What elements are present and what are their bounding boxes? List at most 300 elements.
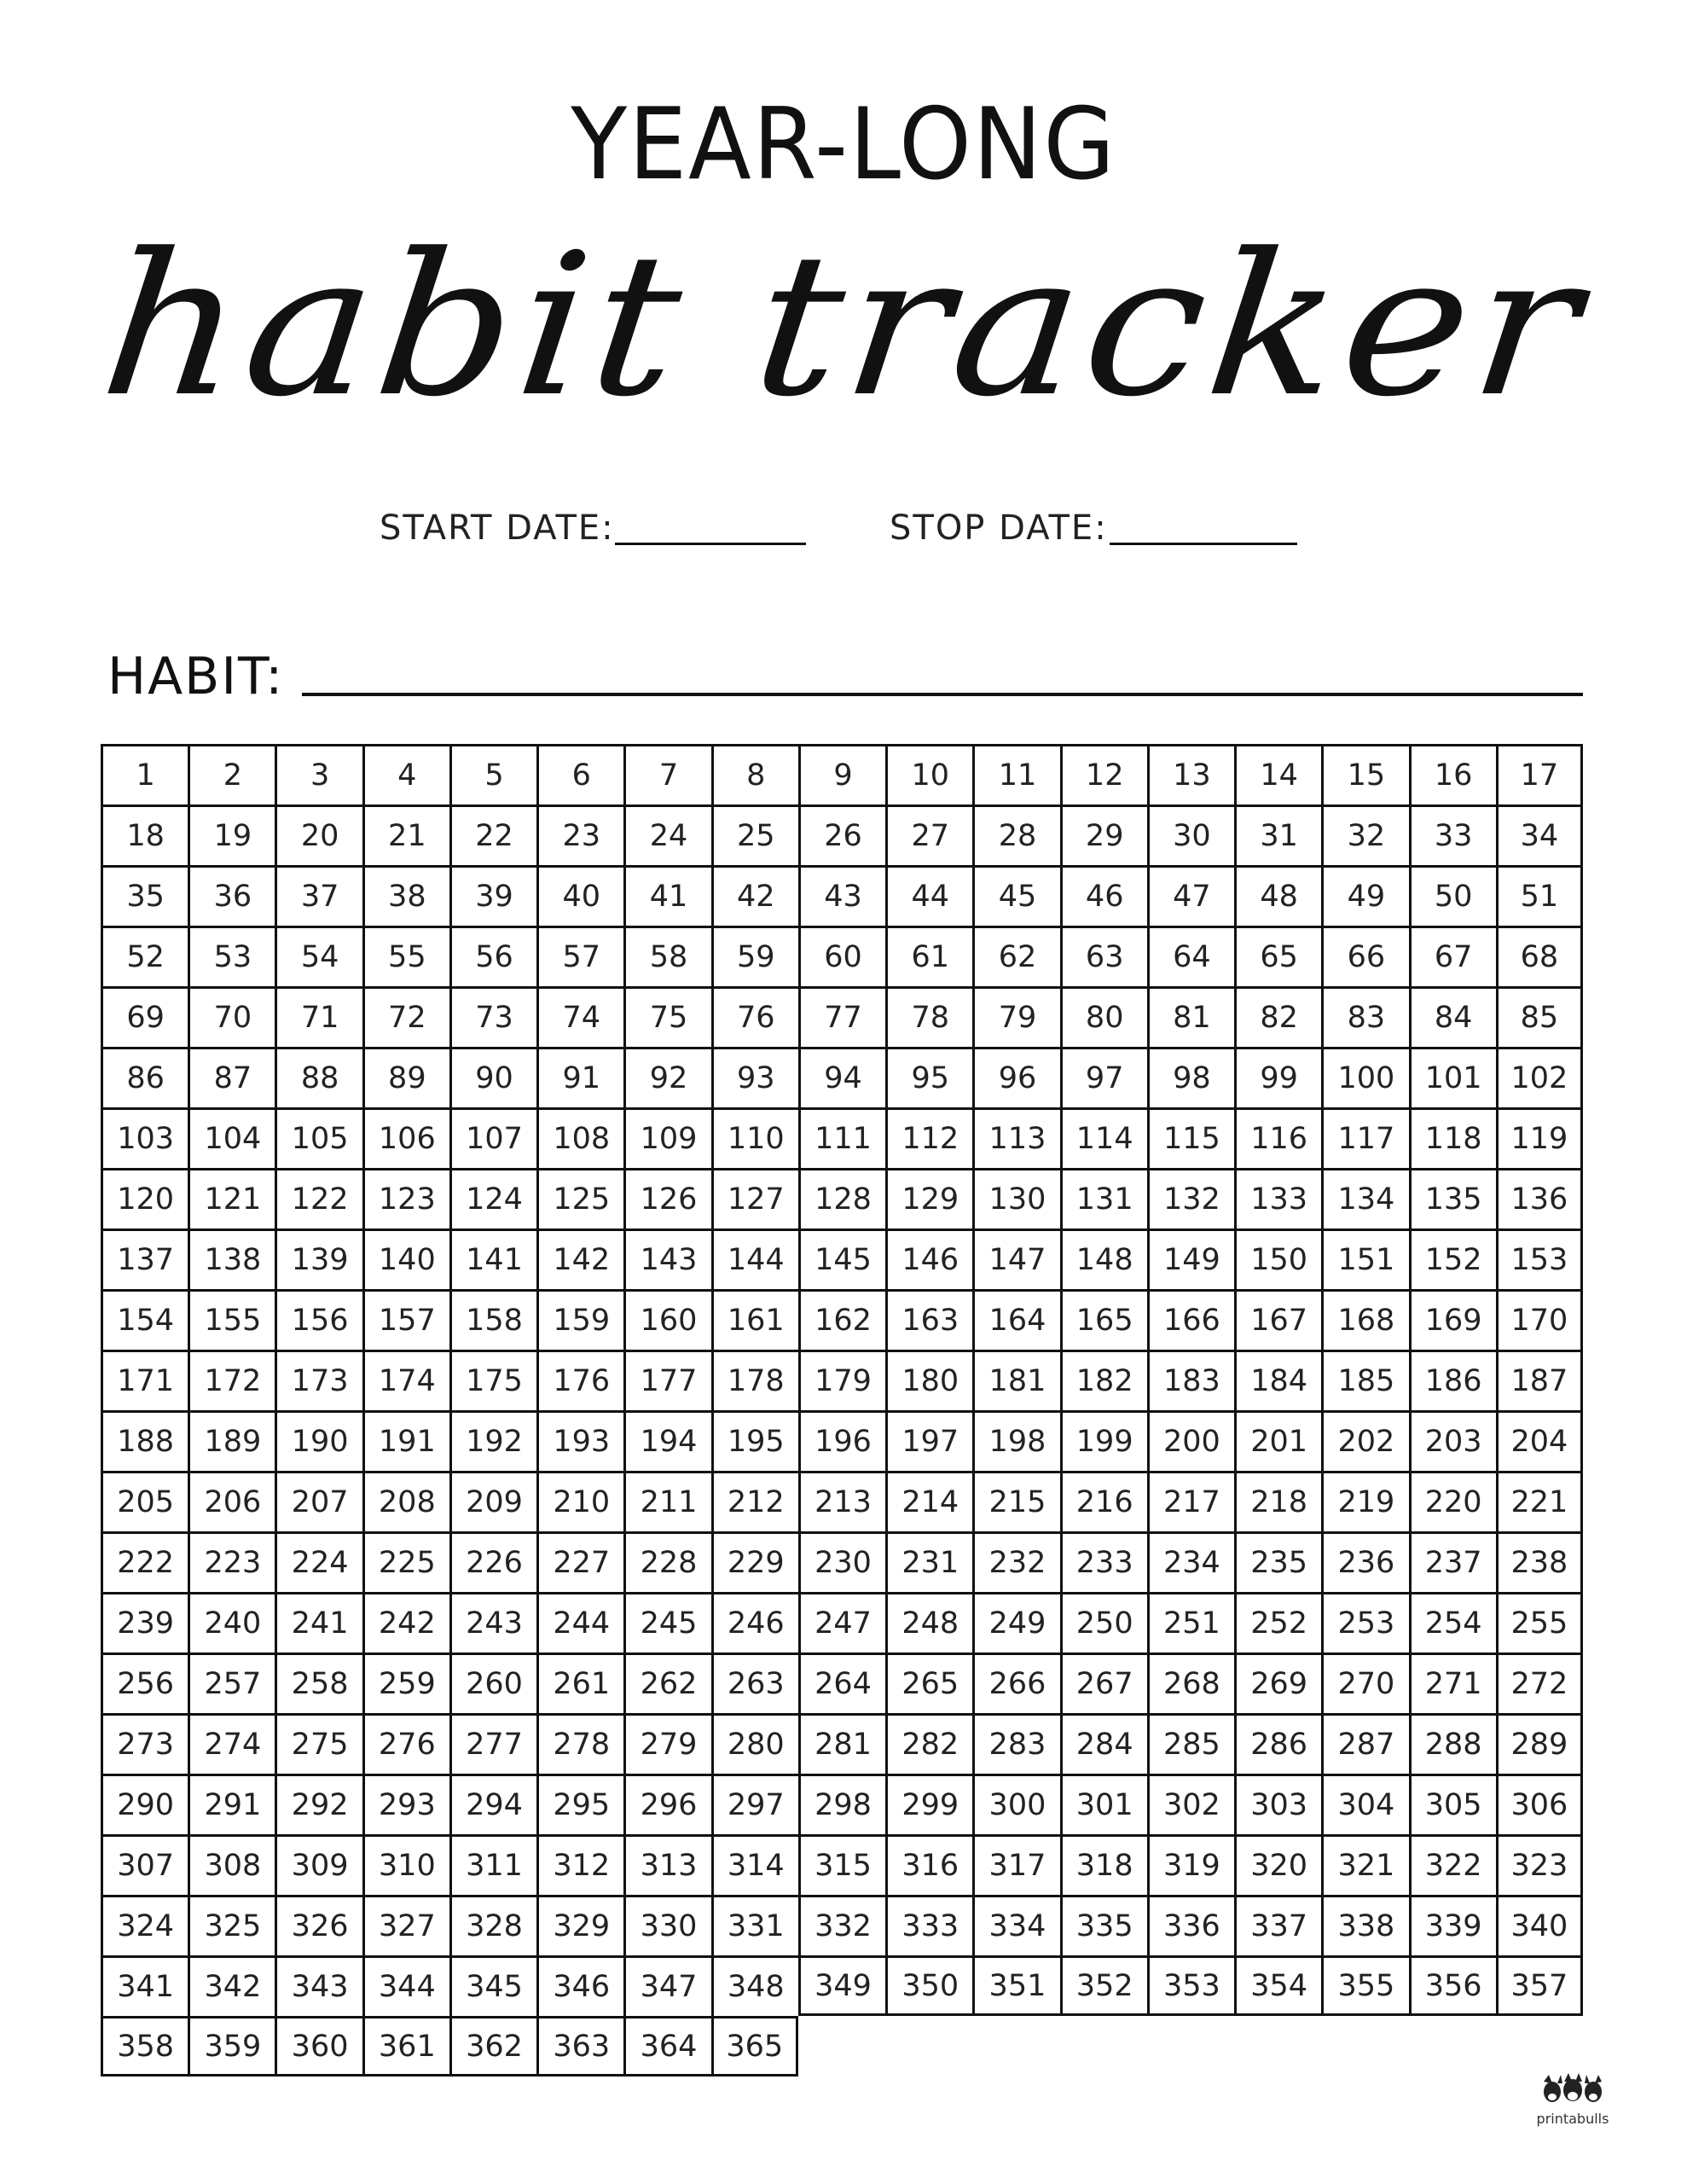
day-cell[interactable]: 204 [1496,1410,1583,1471]
day-cell[interactable]: 151 [1321,1228,1408,1289]
day-cell[interactable]: 162 [798,1289,885,1350]
day-cell[interactable]: 319 [1147,1834,1234,1895]
day-cell[interactable]: 292 [275,1774,362,1834]
day-cell[interactable]: 147 [972,1228,1059,1289]
day-cell[interactable]: 277 [449,1713,536,1774]
day-cell[interactable]: 11 [972,744,1059,804]
day-cell[interactable]: 197 [885,1410,972,1471]
day-cell[interactable]: 168 [1321,1289,1408,1350]
day-cell[interactable]: 282 [885,1713,972,1774]
day-cell[interactable]: 224 [275,1531,362,1592]
day-cell[interactable]: 262 [623,1653,710,1713]
day-cell[interactable]: 348 [711,1955,798,2016]
day-cell[interactable]: 226 [449,1531,536,1592]
day-cell[interactable]: 338 [1321,1895,1408,1955]
day-cell[interactable]: 305 [1409,1774,1496,1834]
day-cell[interactable]: 17 [1496,744,1583,804]
day-cell[interactable]: 296 [623,1774,710,1834]
day-cell[interactable]: 189 [188,1410,275,1471]
day-cell[interactable]: 318 [1060,1834,1147,1895]
day-cell[interactable]: 253 [1321,1592,1408,1653]
day-cell[interactable]: 96 [972,1047,1059,1107]
day-cell[interactable]: 271 [1409,1653,1496,1713]
day-cell[interactable]: 211 [623,1471,710,1531]
day-cell[interactable]: 37 [275,865,362,926]
day-cell[interactable]: 303 [1234,1774,1321,1834]
day-cell[interactable]: 286 [1234,1713,1321,1774]
day-cell[interactable]: 231 [885,1531,972,1592]
day-cell[interactable]: 195 [711,1410,798,1471]
day-cell[interactable]: 144 [711,1228,798,1289]
day-cell[interactable]: 265 [885,1653,972,1713]
day-cell[interactable]: 320 [1234,1834,1321,1895]
day-cell[interactable]: 140 [362,1228,449,1289]
day-cell[interactable]: 350 [885,1955,972,2016]
day-cell[interactable]: 44 [885,865,972,926]
day-cell[interactable]: 66 [1321,926,1408,986]
day-cell[interactable]: 293 [362,1774,449,1834]
day-cell[interactable]: 157 [362,1289,449,1350]
day-cell[interactable]: 212 [711,1471,798,1531]
day-cell[interactable]: 220 [1409,1471,1496,1531]
day-cell[interactable]: 82 [1234,986,1321,1047]
day-cell[interactable]: 71 [275,986,362,1047]
day-cell[interactable]: 324 [101,1895,188,1955]
day-cell[interactable]: 257 [188,1653,275,1713]
day-cell[interactable]: 23 [536,804,623,865]
day-cell[interactable]: 199 [1060,1410,1147,1471]
day-cell[interactable]: 336 [1147,1895,1234,1955]
day-cell[interactable]: 69 [101,986,188,1047]
day-cell[interactable]: 285 [1147,1713,1234,1774]
day-cell[interactable]: 238 [1496,1531,1583,1592]
day-cell[interactable]: 218 [1234,1471,1321,1531]
day-cell[interactable]: 122 [275,1168,362,1228]
day-cell[interactable]: 215 [972,1471,1059,1531]
day-cell[interactable]: 58 [623,926,710,986]
day-cell[interactable]: 351 [972,1955,1059,2016]
day-cell[interactable]: 113 [972,1107,1059,1168]
day-cell[interactable]: 83 [1321,986,1408,1047]
day-cell[interactable]: 334 [972,1895,1059,1955]
day-cell[interactable]: 193 [536,1410,623,1471]
day-cell[interactable]: 345 [449,1955,536,2016]
day-cell[interactable]: 110 [711,1107,798,1168]
day-cell[interactable]: 179 [798,1350,885,1410]
day-cell[interactable]: 49 [1321,865,1408,926]
day-cell[interactable]: 321 [1321,1834,1408,1895]
day-cell[interactable]: 176 [536,1350,623,1410]
day-cell[interactable]: 161 [711,1289,798,1350]
day-cell[interactable]: 254 [1409,1592,1496,1653]
day-cell[interactable]: 222 [101,1531,188,1592]
day-cell[interactable]: 70 [188,986,275,1047]
day-cell[interactable]: 299 [885,1774,972,1834]
day-cell[interactable]: 54 [275,926,362,986]
day-cell[interactable]: 127 [711,1168,798,1228]
day-cell[interactable]: 331 [711,1895,798,1955]
day-cell[interactable]: 184 [1234,1350,1321,1410]
day-cell[interactable]: 123 [362,1168,449,1228]
day-cell[interactable]: 225 [362,1531,449,1592]
day-cell[interactable]: 75 [623,986,710,1047]
day-cell[interactable]: 258 [275,1653,362,1713]
day-cell[interactable]: 191 [362,1410,449,1471]
day-cell[interactable]: 185 [1321,1350,1408,1410]
day-cell[interactable]: 279 [623,1713,710,1774]
day-cell[interactable]: 260 [449,1653,536,1713]
day-cell[interactable]: 33 [1409,804,1496,865]
day-cell[interactable]: 233 [1060,1531,1147,1592]
day-cell[interactable]: 269 [1234,1653,1321,1713]
day-cell[interactable]: 343 [275,1955,362,2016]
day-cell[interactable]: 347 [623,1955,710,2016]
day-cell[interactable]: 360 [275,2016,362,2077]
day-cell[interactable]: 214 [885,1471,972,1531]
day-cell[interactable]: 312 [536,1834,623,1895]
day-cell[interactable]: 329 [536,1895,623,1955]
day-cell[interactable]: 139 [275,1228,362,1289]
day-cell[interactable]: 244 [536,1592,623,1653]
day-cell[interactable]: 20 [275,804,362,865]
day-cell[interactable]: 63 [1060,926,1147,986]
day-cell[interactable]: 30 [1147,804,1234,865]
day-cell[interactable]: 249 [972,1592,1059,1653]
day-cell[interactable]: 301 [1060,1774,1147,1834]
day-cell[interactable]: 167 [1234,1289,1321,1350]
day-cell[interactable]: 64 [1147,926,1234,986]
day-cell[interactable]: 126 [623,1168,710,1228]
day-cell[interactable]: 94 [798,1047,885,1107]
day-cell[interactable]: 300 [972,1774,1059,1834]
day-cell[interactable]: 160 [623,1289,710,1350]
stop-date-line[interactable] [1110,543,1297,545]
day-cell[interactable]: 166 [1147,1289,1234,1350]
day-cell[interactable]: 77 [798,986,885,1047]
day-cell[interactable]: 60 [798,926,885,986]
day-cell[interactable]: 40 [536,865,623,926]
day-cell[interactable]: 92 [623,1047,710,1107]
day-cell[interactable]: 41 [623,865,710,926]
day-cell[interactable]: 302 [1147,1774,1234,1834]
day-cell[interactable]: 1 [101,744,188,804]
day-cell[interactable]: 108 [536,1107,623,1168]
day-cell[interactable]: 101 [1409,1047,1496,1107]
day-cell[interactable]: 337 [1234,1895,1321,1955]
day-cell[interactable]: 78 [885,986,972,1047]
day-cell[interactable]: 2 [188,744,275,804]
day-cell[interactable]: 180 [885,1350,972,1410]
day-cell[interactable]: 86 [101,1047,188,1107]
day-cell[interactable]: 138 [188,1228,275,1289]
day-cell[interactable]: 47 [1147,865,1234,926]
day-cell[interactable]: 61 [885,926,972,986]
day-cell[interactable]: 340 [1496,1895,1583,1955]
day-cell[interactable]: 266 [972,1653,1059,1713]
day-cell[interactable]: 263 [711,1653,798,1713]
habit-line[interactable] [302,693,1583,696]
day-cell[interactable]: 294 [449,1774,536,1834]
day-cell[interactable]: 250 [1060,1592,1147,1653]
day-cell[interactable]: 181 [972,1350,1059,1410]
day-cell[interactable]: 141 [449,1228,536,1289]
day-cell[interactable]: 363 [536,2016,623,2077]
day-cell[interactable]: 145 [798,1228,885,1289]
start-date-line[interactable] [615,543,806,545]
day-cell[interactable]: 137 [101,1228,188,1289]
day-cell[interactable]: 89 [362,1047,449,1107]
day-cell[interactable]: 134 [1321,1168,1408,1228]
day-cell[interactable]: 304 [1321,1774,1408,1834]
day-cell[interactable]: 97 [1060,1047,1147,1107]
day-cell[interactable]: 288 [1409,1713,1496,1774]
day-cell[interactable]: 297 [711,1774,798,1834]
day-cell[interactable]: 73 [449,986,536,1047]
day-cell[interactable]: 16 [1409,744,1496,804]
day-cell[interactable]: 169 [1409,1289,1496,1350]
day-cell[interactable]: 5 [449,744,536,804]
day-cell[interactable]: 333 [885,1895,972,1955]
day-cell[interactable]: 213 [798,1471,885,1531]
day-cell[interactable]: 362 [449,2016,536,2077]
day-cell[interactable]: 247 [798,1592,885,1653]
day-cell[interactable]: 322 [1409,1834,1496,1895]
day-cell[interactable]: 152 [1409,1228,1496,1289]
day-cell[interactable]: 229 [711,1531,798,1592]
day-cell[interactable]: 234 [1147,1531,1234,1592]
day-cell[interactable]: 67 [1409,926,1496,986]
day-cell[interactable]: 330 [623,1895,710,1955]
day-cell[interactable]: 255 [1496,1592,1583,1653]
day-cell[interactable]: 85 [1496,986,1583,1047]
day-cell[interactable]: 128 [798,1168,885,1228]
day-cell[interactable]: 172 [188,1350,275,1410]
day-cell[interactable]: 242 [362,1592,449,1653]
day-cell[interactable]: 275 [275,1713,362,1774]
day-cell[interactable]: 53 [188,926,275,986]
day-cell[interactable]: 156 [275,1289,362,1350]
day-cell[interactable]: 87 [188,1047,275,1107]
day-cell[interactable]: 10 [885,744,972,804]
day-cell[interactable]: 154 [101,1289,188,1350]
day-cell[interactable]: 352 [1060,1955,1147,2016]
day-cell[interactable]: 267 [1060,1653,1147,1713]
day-cell[interactable]: 295 [536,1774,623,1834]
day-cell[interactable]: 115 [1147,1107,1234,1168]
day-cell[interactable]: 355 [1321,1955,1408,2016]
day-cell[interactable]: 28 [972,804,1059,865]
day-cell[interactable]: 306 [1496,1774,1583,1834]
day-cell[interactable]: 131 [1060,1168,1147,1228]
day-cell[interactable]: 104 [188,1107,275,1168]
day-cell[interactable]: 196 [798,1410,885,1471]
day-cell[interactable]: 358 [101,2016,188,2077]
day-cell[interactable]: 256 [101,1653,188,1713]
day-cell[interactable]: 148 [1060,1228,1147,1289]
day-cell[interactable]: 55 [362,926,449,986]
day-cell[interactable]: 332 [798,1895,885,1955]
day-cell[interactable]: 165 [1060,1289,1147,1350]
day-cell[interactable]: 159 [536,1289,623,1350]
day-cell[interactable]: 109 [623,1107,710,1168]
day-cell[interactable]: 270 [1321,1653,1408,1713]
day-cell[interactable]: 311 [449,1834,536,1895]
day-cell[interactable]: 79 [972,986,1059,1047]
day-cell[interactable]: 4 [362,744,449,804]
day-cell[interactable]: 13 [1147,744,1234,804]
day-cell[interactable]: 210 [536,1471,623,1531]
day-cell[interactable]: 315 [798,1834,885,1895]
day-cell[interactable]: 56 [449,926,536,986]
day-cell[interactable]: 232 [972,1531,1059,1592]
day-cell[interactable]: 349 [798,1955,885,2016]
day-cell[interactable]: 236 [1321,1531,1408,1592]
day-cell[interactable]: 121 [188,1168,275,1228]
day-cell[interactable]: 314 [711,1834,798,1895]
day-cell[interactable]: 27 [885,804,972,865]
day-cell[interactable]: 356 [1409,1955,1496,2016]
day-cell[interactable]: 307 [101,1834,188,1895]
day-cell[interactable]: 25 [711,804,798,865]
day-cell[interactable]: 48 [1234,865,1321,926]
day-cell[interactable]: 111 [798,1107,885,1168]
day-cell[interactable]: 26 [798,804,885,865]
day-cell[interactable]: 32 [1321,804,1408,865]
day-cell[interactable]: 106 [362,1107,449,1168]
day-cell[interactable]: 186 [1409,1350,1496,1410]
day-cell[interactable]: 90 [449,1047,536,1107]
day-cell[interactable]: 192 [449,1410,536,1471]
day-cell[interactable]: 246 [711,1592,798,1653]
day-cell[interactable]: 353 [1147,1955,1234,2016]
day-cell[interactable]: 105 [275,1107,362,1168]
day-cell[interactable]: 223 [188,1531,275,1592]
day-cell[interactable]: 309 [275,1834,362,1895]
day-cell[interactable]: 310 [362,1834,449,1895]
day-cell[interactable]: 46 [1060,865,1147,926]
day-cell[interactable]: 99 [1234,1047,1321,1107]
day-cell[interactable]: 12 [1060,744,1147,804]
day-cell[interactable]: 323 [1496,1834,1583,1895]
day-cell[interactable]: 182 [1060,1350,1147,1410]
day-cell[interactable]: 178 [711,1350,798,1410]
day-cell[interactable]: 237 [1409,1531,1496,1592]
day-cell[interactable]: 171 [101,1350,188,1410]
day-cell[interactable]: 65 [1234,926,1321,986]
day-cell[interactable]: 346 [536,1955,623,2016]
day-cell[interactable]: 155 [188,1289,275,1350]
day-cell[interactable]: 135 [1409,1168,1496,1228]
day-cell[interactable]: 31 [1234,804,1321,865]
day-cell[interactable]: 201 [1234,1410,1321,1471]
day-cell[interactable]: 93 [711,1047,798,1107]
day-cell[interactable]: 227 [536,1531,623,1592]
day-cell[interactable]: 202 [1321,1410,1408,1471]
day-cell[interactable]: 187 [1496,1350,1583,1410]
day-cell[interactable]: 325 [188,1895,275,1955]
day-cell[interactable]: 240 [188,1592,275,1653]
day-cell[interactable]: 88 [275,1047,362,1107]
day-cell[interactable]: 91 [536,1047,623,1107]
day-cell[interactable]: 221 [1496,1471,1583,1531]
day-cell[interactable]: 313 [623,1834,710,1895]
day-cell[interactable]: 116 [1234,1107,1321,1168]
day-cell[interactable]: 217 [1147,1471,1234,1531]
day-cell[interactable]: 208 [362,1471,449,1531]
day-cell[interactable]: 125 [536,1168,623,1228]
day-cell[interactable]: 175 [449,1350,536,1410]
day-cell[interactable]: 38 [362,865,449,926]
day-cell[interactable]: 194 [623,1410,710,1471]
day-cell[interactable]: 42 [711,865,798,926]
day-cell[interactable]: 274 [188,1713,275,1774]
day-cell[interactable]: 361 [362,2016,449,2077]
day-cell[interactable]: 149 [1147,1228,1234,1289]
day-cell[interactable]: 200 [1147,1410,1234,1471]
day-cell[interactable]: 133 [1234,1168,1321,1228]
day-cell[interactable]: 268 [1147,1653,1234,1713]
day-cell[interactable]: 51 [1496,865,1583,926]
day-cell[interactable]: 216 [1060,1471,1147,1531]
day-cell[interactable]: 276 [362,1713,449,1774]
day-cell[interactable]: 143 [623,1228,710,1289]
day-cell[interactable]: 251 [1147,1592,1234,1653]
day-cell[interactable]: 235 [1234,1531,1321,1592]
day-cell[interactable]: 354 [1234,1955,1321,2016]
day-cell[interactable]: 132 [1147,1168,1234,1228]
day-cell[interactable]: 103 [101,1107,188,1168]
day-cell[interactable]: 114 [1060,1107,1147,1168]
day-cell[interactable]: 328 [449,1895,536,1955]
day-cell[interactable]: 335 [1060,1895,1147,1955]
day-cell[interactable]: 35 [101,865,188,926]
day-cell[interactable]: 95 [885,1047,972,1107]
day-cell[interactable]: 173 [275,1350,362,1410]
day-cell[interactable]: 136 [1496,1168,1583,1228]
day-cell[interactable]: 130 [972,1168,1059,1228]
day-cell[interactable]: 164 [972,1289,1059,1350]
day-cell[interactable]: 284 [1060,1713,1147,1774]
day-cell[interactable]: 117 [1321,1107,1408,1168]
day-cell[interactable]: 248 [885,1592,972,1653]
day-cell[interactable]: 239 [101,1592,188,1653]
day-cell[interactable]: 198 [972,1410,1059,1471]
day-cell[interactable]: 142 [536,1228,623,1289]
day-cell[interactable]: 264 [798,1653,885,1713]
day-cell[interactable]: 228 [623,1531,710,1592]
day-cell[interactable]: 84 [1409,986,1496,1047]
day-cell[interactable]: 357 [1496,1955,1583,2016]
day-cell[interactable]: 24 [623,804,710,865]
day-cell[interactable]: 252 [1234,1592,1321,1653]
day-cell[interactable]: 272 [1496,1653,1583,1713]
day-cell[interactable]: 74 [536,986,623,1047]
day-cell[interactable]: 243 [449,1592,536,1653]
day-cell[interactable]: 50 [1409,865,1496,926]
day-cell[interactable]: 9 [798,744,885,804]
day-cell[interactable]: 289 [1496,1713,1583,1774]
day-cell[interactable]: 298 [798,1774,885,1834]
day-cell[interactable]: 119 [1496,1107,1583,1168]
day-cell[interactable]: 81 [1147,986,1234,1047]
day-cell[interactable]: 72 [362,986,449,1047]
day-cell[interactable]: 158 [449,1289,536,1350]
day-cell[interactable]: 205 [101,1471,188,1531]
day-cell[interactable]: 230 [798,1531,885,1592]
day-cell[interactable]: 62 [972,926,1059,986]
day-cell[interactable]: 8 [711,744,798,804]
day-cell[interactable]: 342 [188,1955,275,2016]
